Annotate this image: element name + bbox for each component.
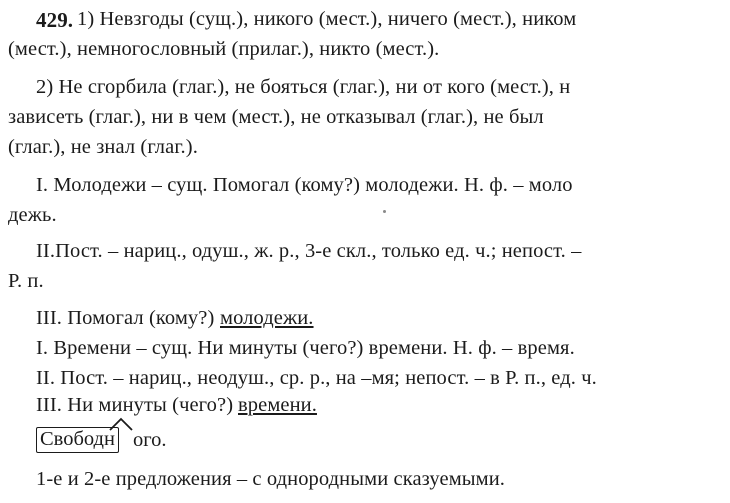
text-line-2: (мест.), немногословный (прилаг.), никто (мест.). xyxy=(8,38,440,60)
text-line-11: I. Времени – сущ. Ни минуты (чего?) времени. Н. ф. – время. xyxy=(36,337,575,359)
text-line-3: 2) Не сгорбила (глаг.), не бояться (глаг.), ни от кого (мест.), н xyxy=(36,76,571,98)
text-line-4: зависеть (глаг.), ни в чем (мест.), не отказывал (глаг.), не был xyxy=(8,106,544,128)
scan-speck xyxy=(383,210,386,213)
text-line-6: I. Молодежи – сущ. Помогал (кому?) молодежи. Н. ф. – моло xyxy=(36,174,573,196)
text-line-10: III. Помогал (кому?) xyxy=(36,307,215,329)
exercise-number: 429. xyxy=(36,8,74,32)
text-line-7: дежь. xyxy=(8,204,57,226)
text-line-9: Р. п. xyxy=(8,270,44,292)
text-line-5: (глаг.), не знал (глаг.). xyxy=(8,136,198,158)
text-line-1: 1) Невзгоды (сущ.), никого (мест.), ничего (мест.), ником xyxy=(77,8,577,30)
caret-mark-icon xyxy=(108,417,134,431)
text-line-14: 1-е и 2-е предложения – с однородными сказуемыми. xyxy=(36,468,506,490)
underlined-word-molodezhi: молодежи. xyxy=(220,307,314,329)
text-line-13: III. Ни минуты (чего?) xyxy=(36,394,234,416)
text-line-12: II. Пост. – нариц., неодуш., ср. р., на –мя; непост. – в Р. п., ед. ч. xyxy=(36,367,597,389)
boxed-word-suffix: ого. xyxy=(133,429,167,451)
underlined-word-vremeni: времени. xyxy=(238,394,317,416)
text-line-8: II.Пост. – нариц., одуш., ж. р., 3-е скл., только ед. ч.; непост. – xyxy=(36,240,582,262)
boxed-word-svobodn: Свободн xyxy=(36,427,119,453)
